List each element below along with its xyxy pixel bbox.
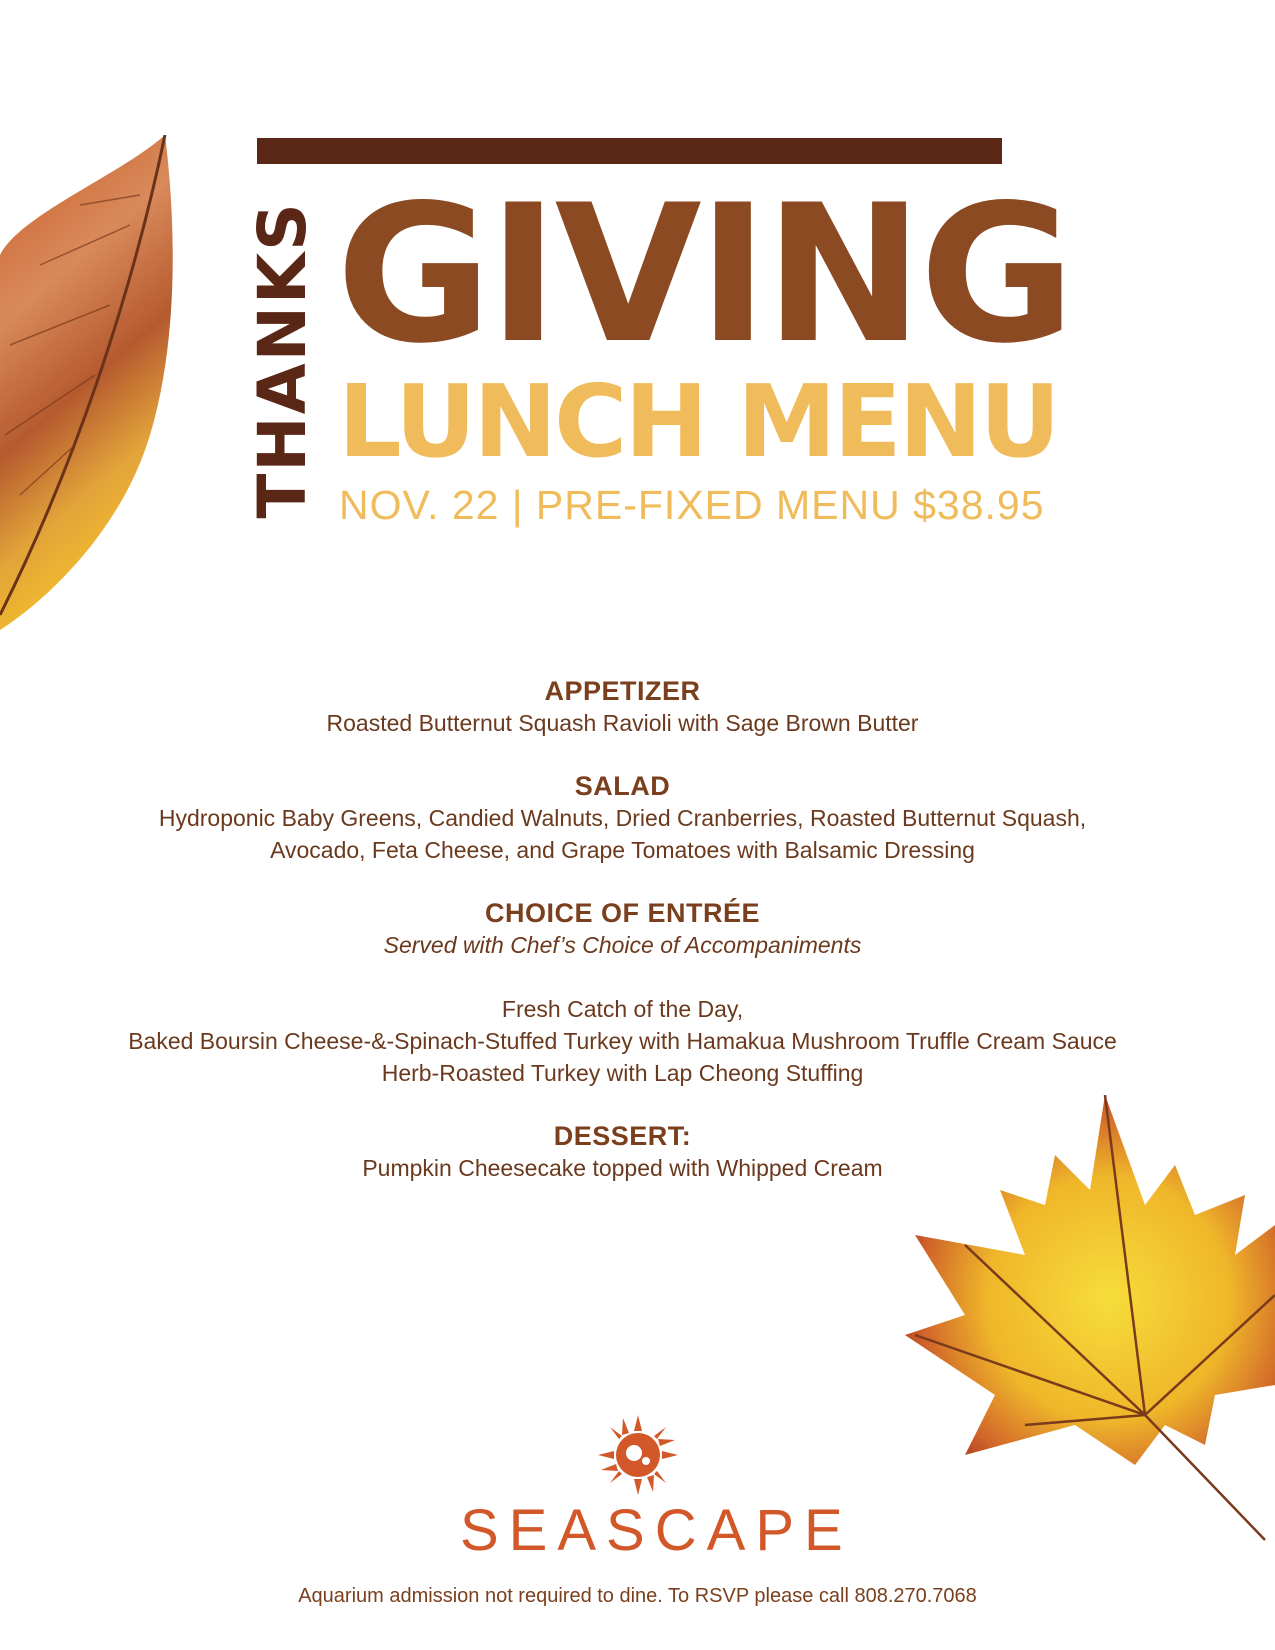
seascape-logo-text: SEASCAPE [460, 1498, 853, 1563]
appetizer-section [60, 675, 1185, 739]
dessert-heading: DESSERT: [553, 1121, 692, 1151]
entree-subtitle: Served with Chef’s Choice of Accompaniments [383, 932, 862, 958]
salad-section [60, 770, 1185, 866]
menu-body [60, 675, 1185, 1215]
header-top-bar [257, 138, 1002, 164]
salad-line: Hydroponic Baby Greens, Candied Walnuts, Dried Cranberries, Roasted Butternut Squash, [158, 805, 1087, 831]
entree-item: Fresh Catch of the Day, [501, 996, 744, 1022]
thanks-vertical-title: THANKS [244, 201, 321, 519]
salad-line: Avocado, Feta Cheese, and Grape Tomatoes with Balsamic Dressing [270, 837, 975, 863]
date-and-price-line: NOV. 22 | PRE-FIXED MENU $38.95 [339, 482, 1045, 528]
sun-logo-icon [598, 1415, 678, 1495]
lunch-menu-title: LUNCH MENU [338, 363, 1058, 480]
entree-item: Baked Boursin Cheese-&-Spinach-Stuffed Turkey with Hamakua Mushroom Truffle Cream Sauce [128, 1028, 1117, 1054]
giving-title: GIVING [336, 164, 1072, 385]
footer-rsvp-note: Aquarium admission not required to dine. To RSVP please call 808.270.7068 [298, 1585, 977, 1607]
salad-heading: SALAD [574, 771, 671, 801]
dessert-item: Pumpkin Cheesecake topped with Whipped Cream [362, 1155, 883, 1181]
appetizer-heading: APPETIZER [544, 676, 701, 706]
entree-item: Herb-Roasted Turkey with Lap Cheong Stuffing [381, 1060, 864, 1086]
entree-items [60, 993, 1185, 1089]
entree-heading: CHOICE OF ENTRÉE [484, 898, 761, 928]
dessert-section [60, 1120, 1185, 1184]
appetizer-item: Roasted Butternut Squash Ravioli with Sage Brown Butter [326, 710, 919, 736]
thanks-vertical-wrapper [244, 195, 321, 525]
entree-section [60, 897, 1185, 1089]
autumn-leaf-left-image [0, 135, 180, 665]
